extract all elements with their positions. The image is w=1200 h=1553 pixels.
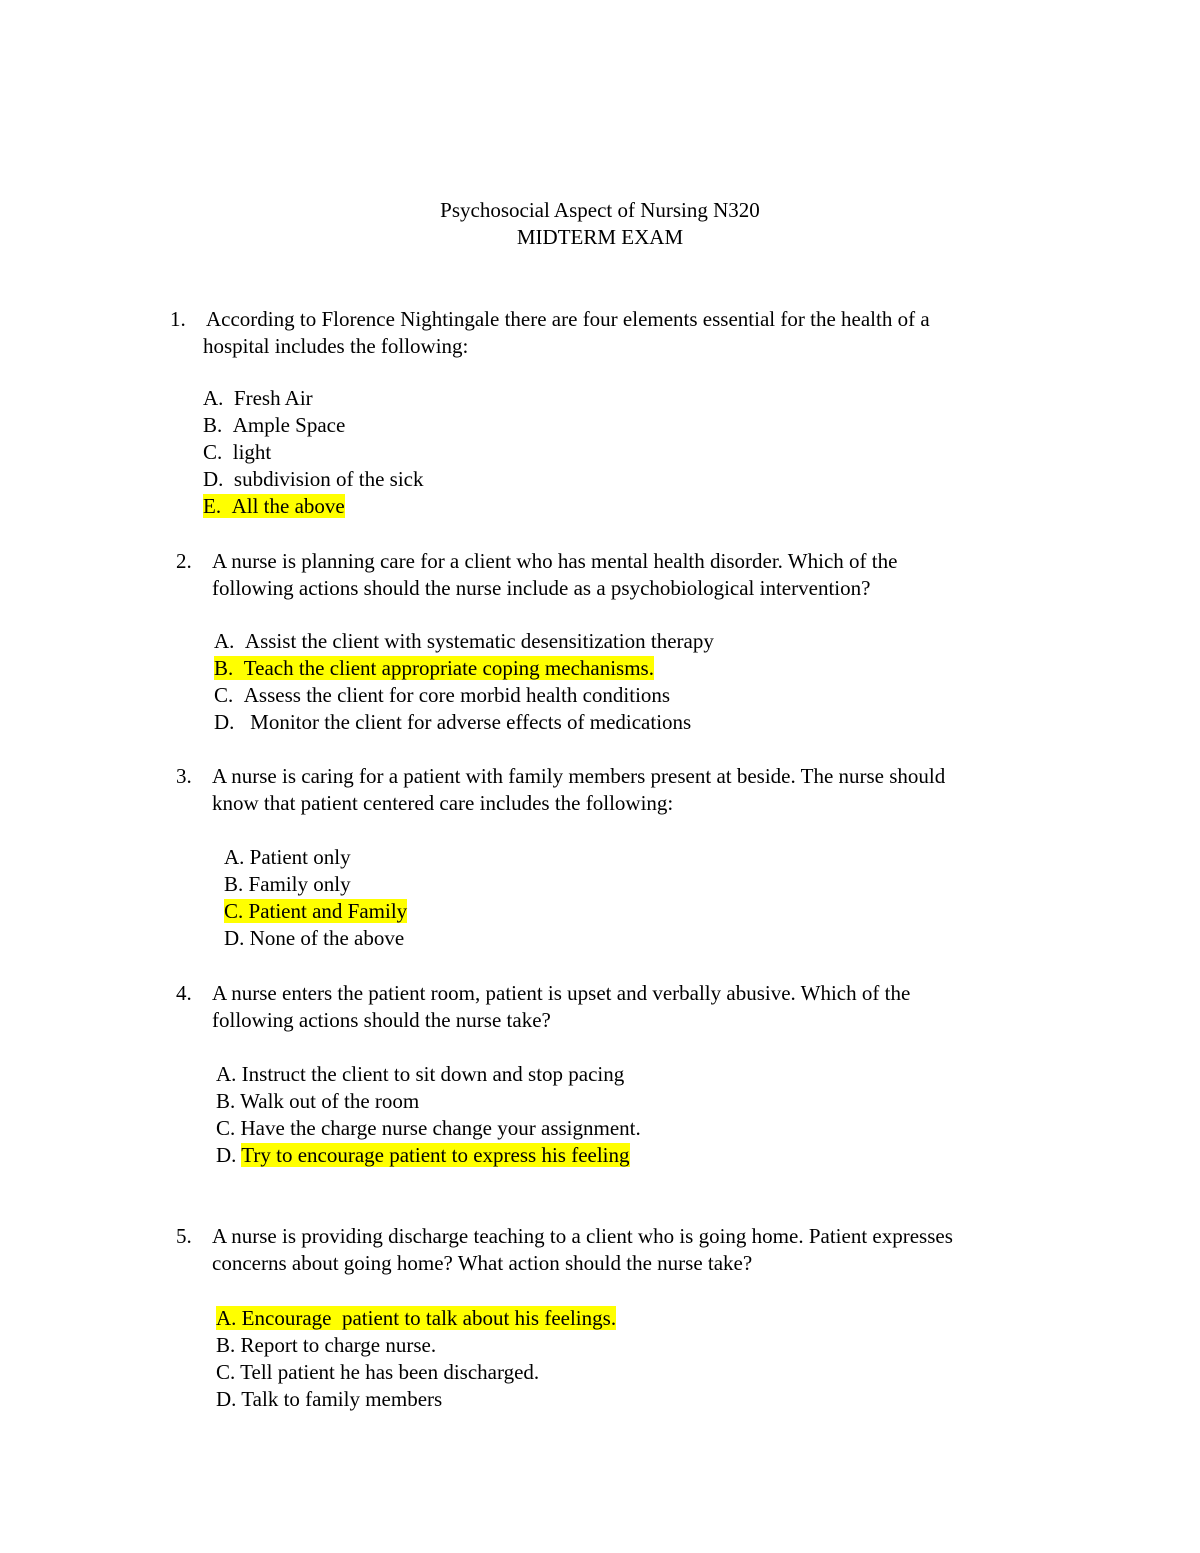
option-text: Report to charge nurse. — [240, 1333, 437, 1357]
option-letter: B. — [224, 872, 244, 896]
question-number: 3. — [176, 764, 192, 788]
answer-option — [224, 844, 351, 871]
question-number: 2. — [176, 549, 192, 573]
option-letter: B. — [216, 1333, 236, 1357]
answer-option-correct — [216, 1142, 630, 1169]
option-letter: C. — [216, 1116, 236, 1140]
option-text: Patient only — [249, 845, 351, 869]
option-letter: D. — [216, 1143, 237, 1167]
answer-option — [203, 412, 345, 439]
option-letter: A. — [216, 1062, 237, 1086]
question-number: 1. — [170, 307, 186, 331]
option-text: Have the charge nurse change your assignment. — [240, 1116, 641, 1140]
highlighted-answer — [216, 1306, 616, 1330]
highlighted-answer — [214, 656, 654, 680]
question-text-line: A nurse is providing discharge teaching to a client who is going home. Patient expresses — [212, 1224, 953, 1248]
option-text: Patient and Family — [248, 899, 408, 923]
option-text: Assist the client with systematic desensitization therapy — [244, 629, 714, 653]
option-letter: C. — [203, 440, 223, 464]
answer-option — [224, 925, 404, 952]
answer-option-correct — [216, 1305, 616, 1332]
option-letter: D. — [203, 467, 224, 491]
answer-option — [203, 466, 424, 493]
option-text: Family only — [248, 872, 351, 896]
question-text-line: hospital includes the following: — [203, 334, 469, 358]
answer-option — [203, 439, 271, 466]
option-text: light — [232, 440, 272, 464]
answer-option — [216, 1061, 624, 1088]
question-text-line: A nurse enters the patient room, patient is upset and verbally abusive. Which of the — [212, 981, 911, 1005]
option-text: Walk out of the room — [240, 1089, 420, 1113]
option-letter: A. — [224, 845, 245, 869]
question-number: 4. — [176, 981, 192, 1005]
option-letter: A. — [216, 1306, 237, 1330]
option-letter: D. — [224, 926, 245, 950]
option-letter: B. — [214, 656, 234, 680]
option-letter: C. — [214, 683, 234, 707]
option-text-highlighted: Try to encourage patient to express his feeling — [241, 1143, 630, 1167]
question-text-line: know that patient centered care includes the following: — [212, 791, 674, 815]
answer-option — [216, 1359, 539, 1386]
option-text: Teach the client appropriate coping mechanisms. — [243, 656, 654, 680]
option-text: Fresh Air — [233, 386, 313, 410]
answer-option — [216, 1088, 419, 1115]
question-text-line: concerns about going home? What action should the nurse take? — [212, 1251, 753, 1275]
option-letter: A. — [214, 629, 235, 653]
answer-option — [214, 709, 691, 736]
answer-option-correct — [203, 493, 345, 520]
question-text-line: following actions should the nurse include as a psychobiological intervention? — [212, 576, 871, 600]
option-letter: C. — [224, 899, 244, 923]
option-text: All the above — [231, 494, 345, 518]
option-text: subdivision of the sick — [233, 467, 424, 491]
answer-option-correct — [214, 655, 654, 682]
answer-option — [214, 628, 714, 655]
option-text: Tell patient he has been discharged. — [240, 1360, 540, 1384]
question-text-line: A nurse is caring for a patient with family members present at beside. The nurse should — [212, 764, 946, 788]
option-text: None of the above — [249, 926, 405, 950]
option-text: Ample Space — [232, 413, 346, 437]
option-letter: C. — [216, 1360, 236, 1384]
option-letter: D. — [216, 1387, 237, 1411]
answer-option — [216, 1386, 442, 1413]
option-text: Encourage patient to talk about his feelings. — [241, 1306, 617, 1330]
answer-option — [216, 1115, 641, 1142]
answer-option — [216, 1332, 436, 1359]
highlighted-answer — [224, 899, 407, 923]
answer-option — [224, 871, 351, 898]
answer-option — [214, 682, 670, 709]
option-text: Talk to family members — [241, 1387, 443, 1411]
exam-subtitle: MIDTERM EXAM — [516, 225, 684, 249]
option-letter: D. — [214, 710, 235, 734]
question-text-line: A nurse is planning care for a client who has mental health disorder. Which of the — [212, 549, 898, 573]
question-text-line: According to Florence Nightingale there are four elements essential for the health of a — [206, 307, 930, 331]
question-text-line: following actions should the nurse take? — [212, 1008, 551, 1032]
exam-title: Psychosocial Aspect of Nursing N320 — [440, 198, 760, 222]
answer-option — [203, 385, 313, 412]
option-letter: A. — [203, 386, 224, 410]
option-text: Instruct the client to sit down and stop pacing — [241, 1062, 625, 1086]
highlighted-answer — [203, 494, 345, 518]
option-letter: B. — [203, 413, 223, 437]
question-number: 5. — [176, 1224, 192, 1248]
option-letter: E. — [203, 494, 222, 518]
option-text: Assess the client for core morbid health conditions — [243, 683, 671, 707]
option-text: Monitor the client for adverse effects of medications — [250, 710, 692, 734]
answer-option-correct — [224, 898, 407, 925]
option-letter: B. — [216, 1089, 236, 1113]
